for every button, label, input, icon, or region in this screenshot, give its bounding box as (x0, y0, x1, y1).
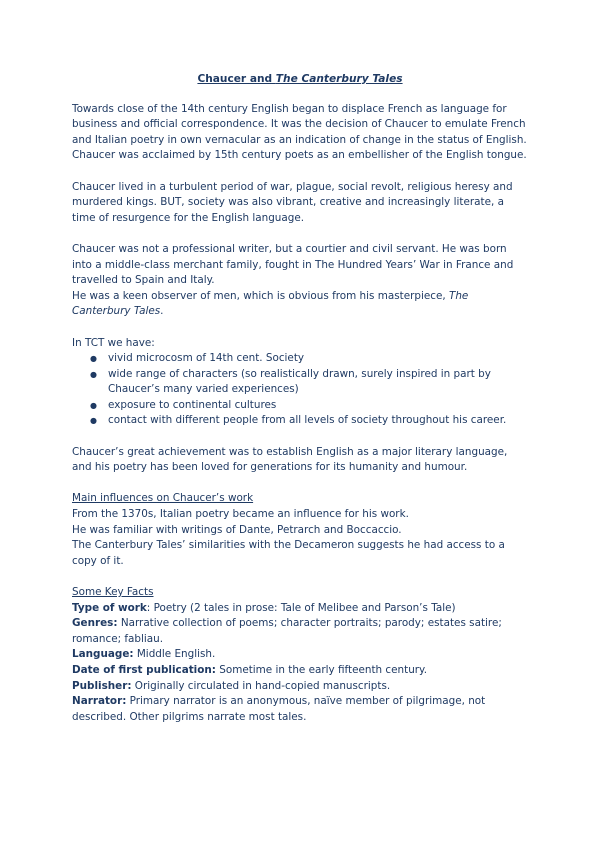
title-prefix: Chaucer and (197, 73, 276, 85)
fact-date-of-publication (72, 663, 528, 679)
list-item: ● wide range of characters (so realistically drawn, surely inspired in part by Chaucer’s many varied experiences) (90, 367, 528, 398)
fact-value: Primary narrator is an anonymous, naïve member of pilgrimage, not described. Other pilgrims narrate most tales. (72, 695, 486, 723)
section-key-facts (72, 585, 528, 725)
influences-line: From the 1370s, Italian poetry became an influence for his work. (72, 508, 409, 521)
paragraph-english-displaces-french: Towards close of the 14th century English began to displace French as language for business and official correspondence. It was the decision of Chaucer to emulate French and Italian poetry in own vernacular as an indication of change in the status of English. Chaucer was acclaimed by 15th century poets as an embellisher of the English tongue. (72, 102, 527, 162)
list-item: ● vivid microcosm of 14th cent. Society (90, 351, 528, 367)
fact-narrator (72, 694, 528, 725)
fact-label: Date of first publication: (72, 663, 216, 676)
paragraph-chaucer-biography (72, 242, 528, 320)
fact-language (72, 647, 528, 663)
section-main-influences (72, 491, 528, 569)
tct-bullet-list (72, 351, 528, 429)
fact-value: Poetry (2 tales in prose: Tale of Melibee and Parson’s Tale) (153, 601, 456, 614)
fact-label: Genres: (72, 617, 118, 630)
fact-separator: : (146, 601, 154, 614)
biography-line-2-text: He was a keen observer of men, which is obvious from his masterpiece, (72, 289, 449, 302)
fact-label: Language: (72, 648, 134, 661)
biography-line-2 (72, 289, 528, 320)
document-title (72, 72, 528, 88)
fact-value: Middle English. (136, 648, 216, 661)
fact-value: Narrative collection of poems; character portraits; parody; estates satire; romance; fabliau. (72, 617, 502, 645)
paragraph-great-achievement: Chaucer’s great achievement was to establish English as a major literary language, and his poetry has been loved for generations for its humanity and humour. (72, 445, 508, 474)
fact-value: Originally circulated in hand-copied manuscripts. (134, 679, 391, 692)
tct-intro: In TCT we have: (72, 336, 155, 349)
paragraph-turbulent-period: Chaucer lived in a turbulent period of war, plague, social revolt, religious heresy and murdered kings. BUT, society was also vibrant, creative and increasingly literate, a time of resurgence for the English language. (72, 180, 513, 224)
fact-type-of-work (72, 601, 528, 617)
list-item: ● contact with different people from all levels of society throughout his career. (90, 413, 528, 429)
fact-label: Publisher: (72, 679, 132, 692)
influences-line: He was familiar with writings of Dante, Petrarch and Boccaccio. (72, 523, 402, 536)
fact-value: Sometime in the early fifteenth century. (219, 663, 428, 676)
biography-line-2-italic: The Canterbury Tales (72, 289, 469, 318)
biography-line-2-end: . (160, 305, 164, 318)
fact-label: Narrator: (72, 695, 127, 708)
fact-genres (72, 616, 528, 647)
influences-heading: Main influences on Chaucer’s work (72, 492, 254, 505)
fact-publisher (72, 679, 528, 695)
key-facts-heading: Some Key Facts (72, 586, 154, 598)
list-item: ● exposure to continental cultures (90, 398, 528, 414)
biography-line-1: Chaucer was not a professional writer, but a courtier and civil servant. He was born into a middle-class merchant family, fought in The Hundred Years’ War in France and travelled to Spain and Italy. (72, 242, 514, 287)
influences-line: The Canterbury Tales’ similarities with the Decameron suggests he had access to a copy of it. (72, 539, 505, 567)
fact-label: Type of work (72, 601, 147, 614)
title-italic: The Canterbury Tales (275, 73, 403, 85)
